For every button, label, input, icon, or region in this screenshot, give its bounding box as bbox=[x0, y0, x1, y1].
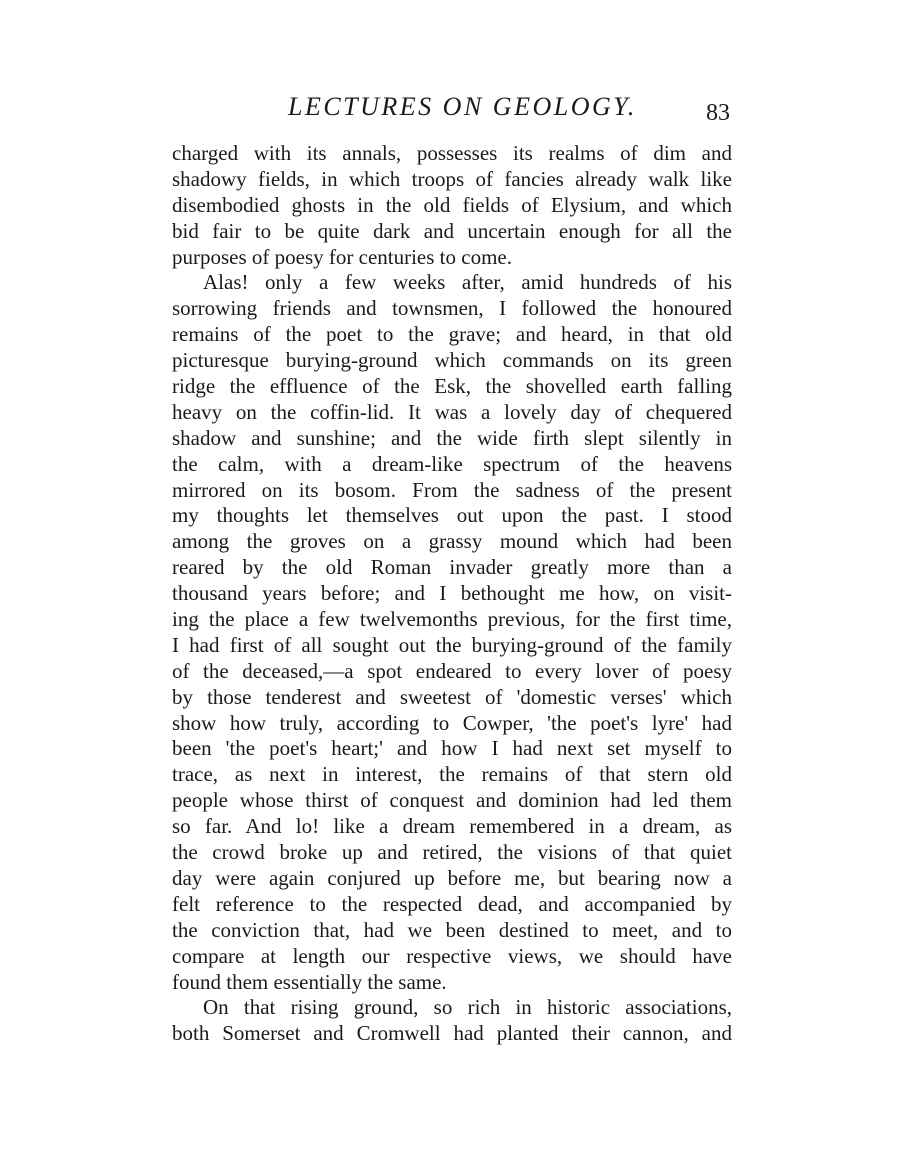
text-line: On that rising ground, so rich in historic associations, bbox=[203, 995, 732, 1020]
text-line: the conviction that, had we been destined to meet, and to bbox=[172, 917, 732, 942]
text-line: mirrored on its bosom. From the sadness of the present bbox=[172, 477, 732, 502]
text-line: the crowd broke up and retired, the visions of that quiet bbox=[172, 840, 732, 865]
text-line: bid fair to be quite dark and uncertain enough for all the bbox=[172, 218, 732, 243]
text-line: both Somerset and Cromwell had planted their cannon, and bbox=[172, 1021, 732, 1046]
text-line: I had first of all sought out the burying-ground of the family bbox=[172, 632, 732, 657]
text-line: show how truly, according to Cowper, 'the poet's lyre' had bbox=[172, 710, 732, 735]
text-line: picturesque burying-ground which commands on its green bbox=[172, 348, 732, 373]
text-line: people whose thirst of conquest and dominion had led them bbox=[172, 788, 732, 813]
text-line: trace, as next in interest, the remains of that stern old bbox=[172, 762, 732, 787]
text-line: purposes of poesy for centuries to come. bbox=[172, 244, 512, 269]
text-line: found them essentially the same. bbox=[172, 969, 447, 994]
text-line: felt reference to the respected dead, and accompanied by bbox=[172, 891, 732, 916]
text-line: day were again conjured up before me, but bearing now a bbox=[172, 865, 732, 890]
text-line: been 'the poet's heart;' and how I had next set myself to bbox=[172, 736, 732, 761]
text-line: ridge the effluence of the Esk, the shovelled earth falling bbox=[172, 374, 732, 399]
text-line: my thoughts let themselves out upon the past. I stood bbox=[172, 503, 732, 528]
text-line: remains of the poet to the grave; and heard, in that old bbox=[172, 322, 732, 347]
text-line: so far. And lo! like a dream remembered in a dream, as bbox=[172, 814, 732, 839]
running-title: LECTURES ON GEOLOGY. bbox=[288, 92, 637, 121]
text-line: charged with its annals, possesses its realms of dim and bbox=[172, 141, 732, 165]
text-line: the calm, with a dream-like spectrum of the heavens bbox=[172, 451, 732, 476]
text-line: heavy on the coffin-lid. It was a lovely day of chequered bbox=[172, 399, 732, 424]
body-text bbox=[172, 141, 732, 1047]
text-line: of the deceased,—a spot endeared to every lover of poesy bbox=[172, 658, 732, 683]
text-line: shadow and sunshine; and the wide firth slept silently in bbox=[172, 425, 732, 450]
text-line: thousand years before; and I bethought me how, on visit- bbox=[172, 581, 732, 606]
text-line: sorrowing friends and townsmen, I followed the honoured bbox=[172, 296, 732, 321]
running-head bbox=[0, 92, 900, 128]
text-line: disembodied ghosts in the old fields of Elysium, and which bbox=[172, 192, 732, 217]
text-line: ing the place a few twelvemonths previous, for the first time, bbox=[172, 607, 732, 632]
text-line: reared by the old Roman invader greatly more than a bbox=[172, 555, 732, 580]
text-line: by those tenderest and sweetest of 'domestic verses' which bbox=[172, 684, 732, 709]
text-line: Alas! only a few weeks after, amid hundreds of his bbox=[203, 270, 732, 295]
text-line: shadowy fields, in which troops of fancies already walk like bbox=[172, 166, 732, 191]
text-line: compare at length our respective views, we should have bbox=[172, 943, 732, 968]
text-line: among the groves on a grassy mound which had been bbox=[172, 529, 732, 554]
page-number: 83 bbox=[706, 100, 730, 126]
